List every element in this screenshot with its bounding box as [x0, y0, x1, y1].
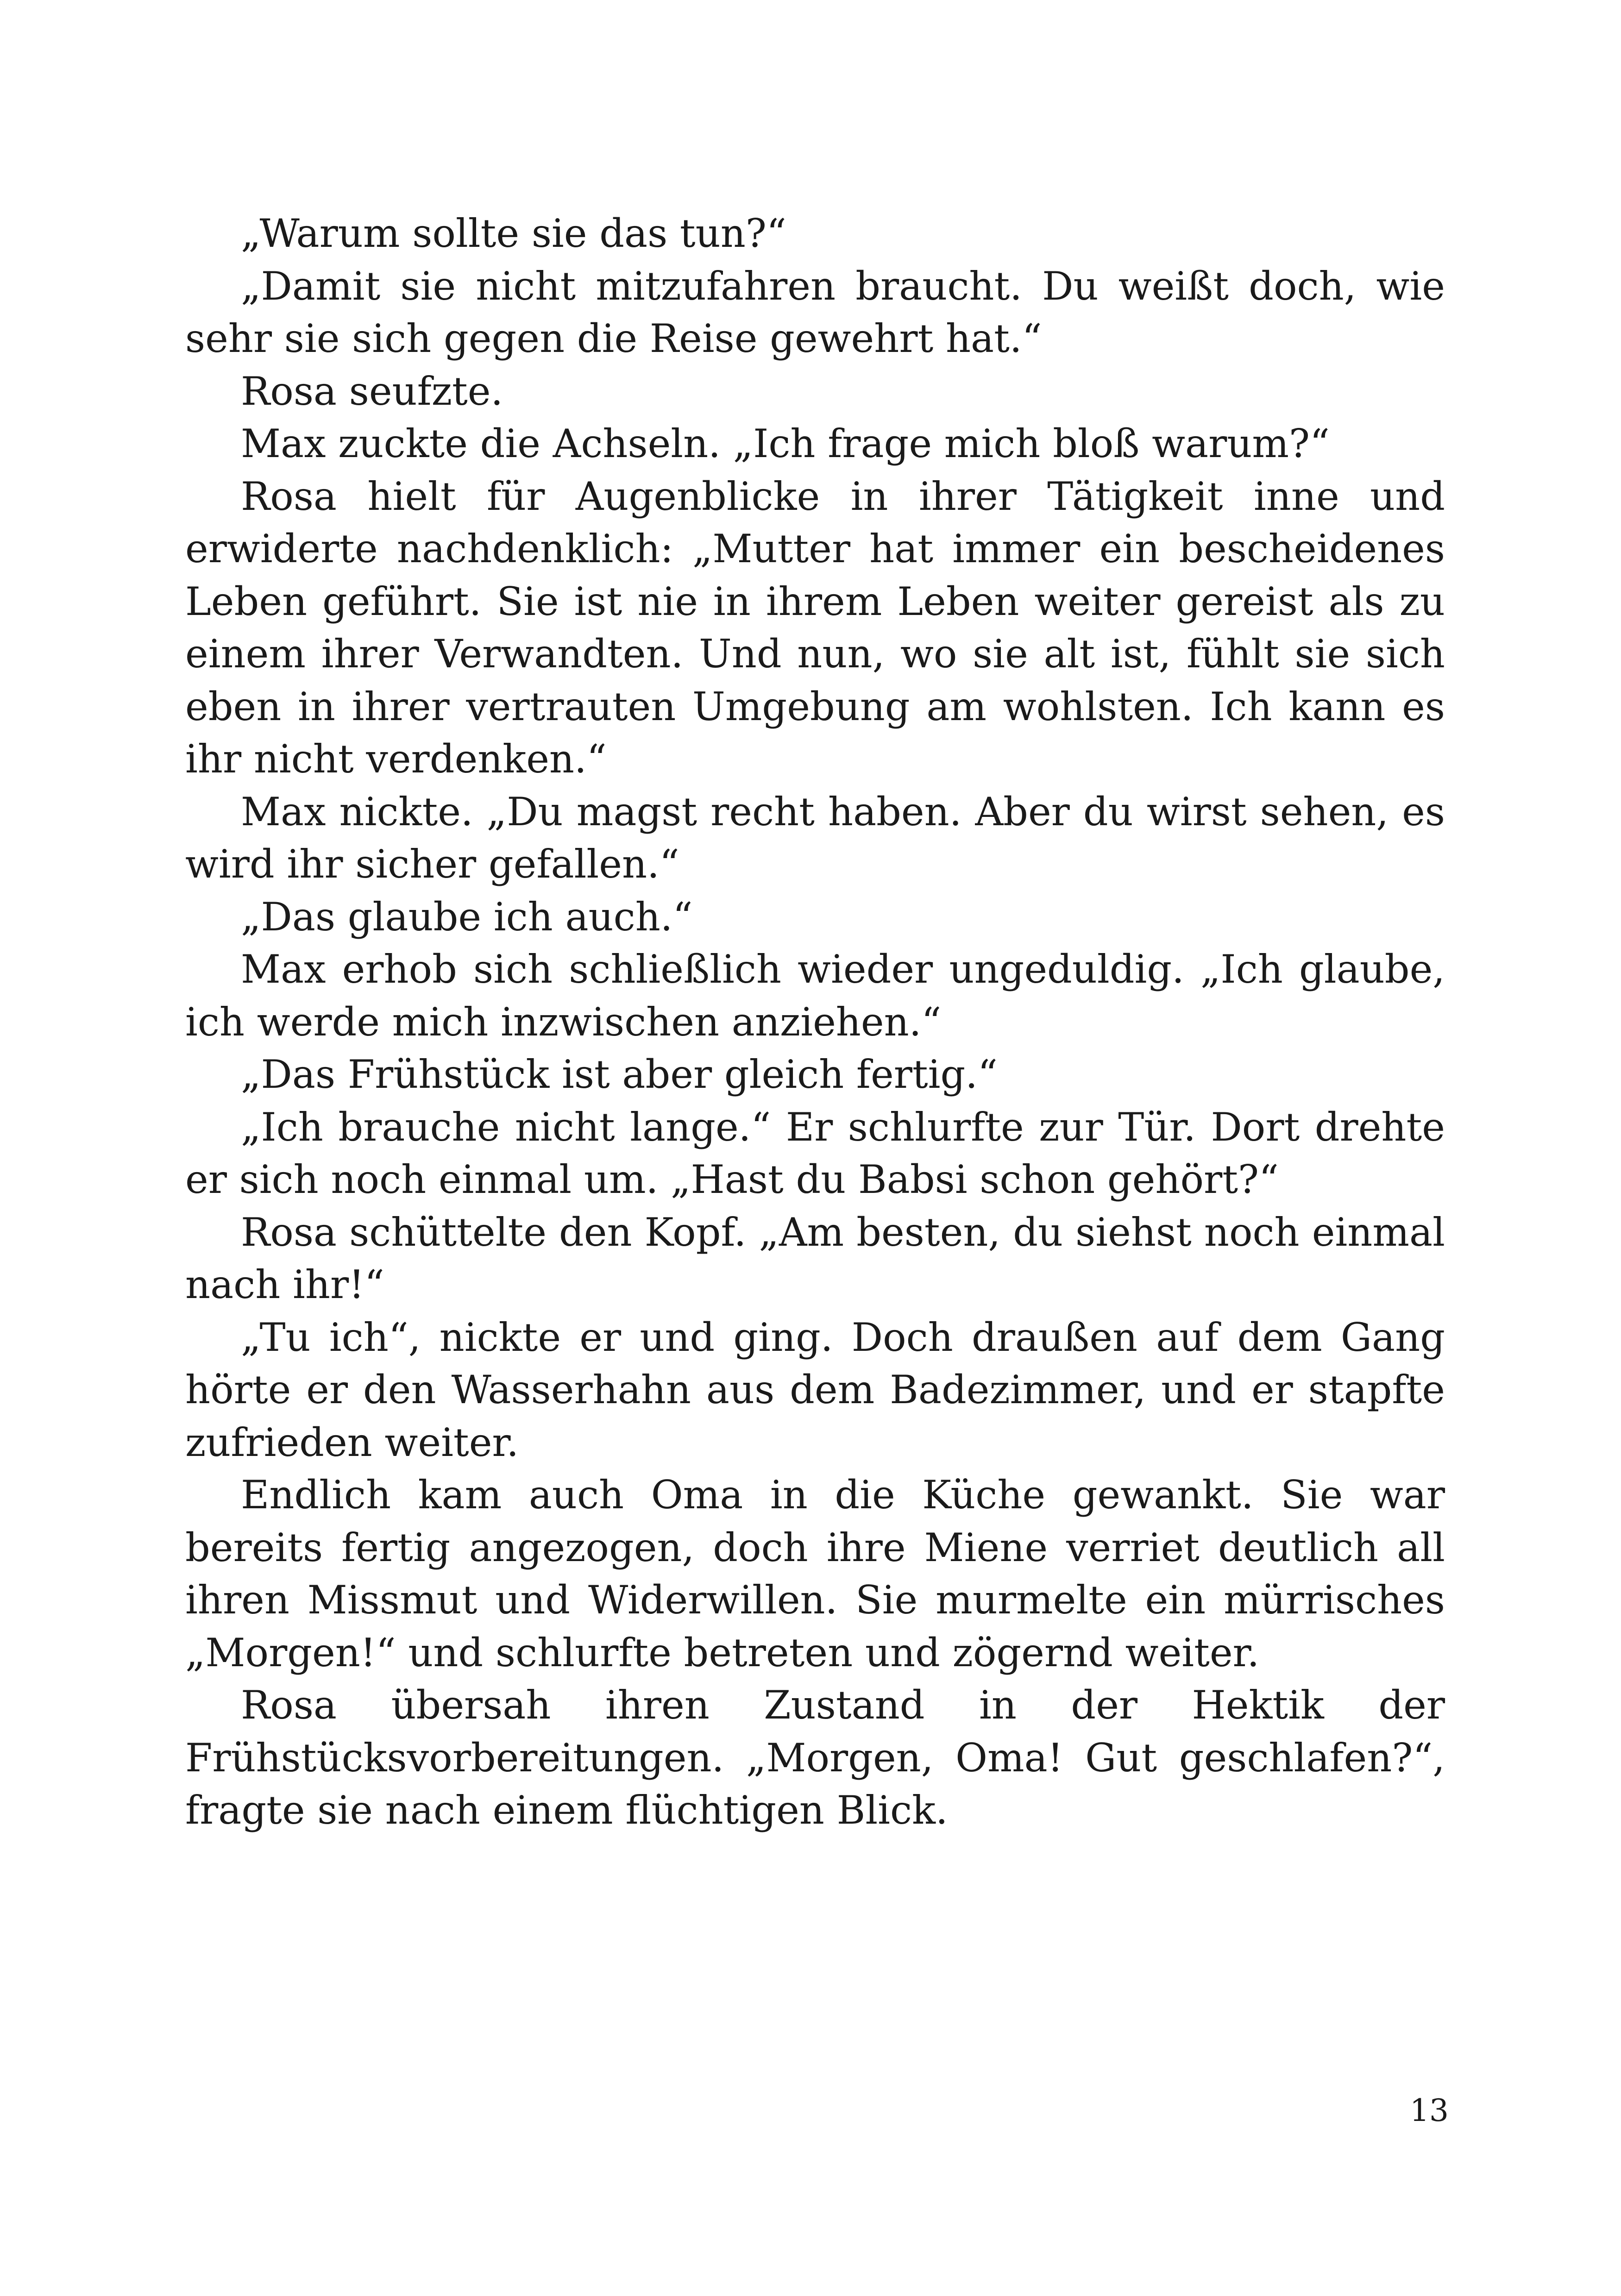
- paragraph-4: Max zuckte die Achseln. „Ich frage mich bloß warum?“: [241, 421, 1330, 466]
- paragraph-13: Endlich kam auch Oma in die Küche gewankt. Sie war bereits fertig angezogen, doch ihre Miene verriet deutlich all ihren Missmut und Widerwillen. Sie murmelte ein mürrisches „Morgen!“ und schlurfte betreten und zögernd weiter.: [185, 1472, 1445, 1675]
- paragraph-3: Rosa seufzte.: [241, 368, 503, 414]
- page-number: 13: [1410, 2093, 1449, 2128]
- body-text: [185, 207, 1445, 1837]
- paragraph-14: Rosa übersah ihren Zustand in der Hektik der Frühstücksvorbereitungen. „Morgen, Oma! Gut geschlafen?“, fragte sie nach einem flüchtigen Blick.: [185, 1682, 1445, 1833]
- paragraph-11: Rosa schüttelte den Kopf. „Am besten, du siehst noch einmal nach ihr!“: [185, 1209, 1445, 1307]
- paragraph-12: „Tu ich“, nickte er und ging. Doch draußen auf dem Gang hörte er den Wasserhahn aus dem Badezimmer, und er stapfte zufrieden weiter.: [185, 1314, 1445, 1465]
- paragraph-2: „Damit sie nicht mitzufahren braucht. Du weißt doch, wie sehr sie sich gegen die Reise gewehrt hat.“: [185, 263, 1445, 361]
- paragraph-8: Max erhob sich schließlich wieder ungeduldig. „Ich glaube, ich werde mich inzwischen anziehen.“: [185, 947, 1445, 1045]
- paragraph-10: „Ich brauche nicht lange.“ Er schlurfte zur Tür. Dort drehte er sich noch einmal um. „Hast du Babsi schon gehört?“: [185, 1104, 1445, 1202]
- paragraph-9: „Das Frühstück ist aber gleich fertig.“: [241, 1052, 998, 1097]
- paragraph-5: Rosa hielt für Augenblicke in ihrer Tätigkeit inne und erwiderte nachdenklich: „Mutter hat immer ein bescheidenes Leben geführt. Sie ist nie in ihrem Leben weiter gereist als zu einem ihrer Verwandten. Und nun, wo sie alt ist, fühlt sie sich eben in ihrer vertrauten Umgebung am wohlsten. Ich kann es ihr nicht verdenken.“: [185, 473, 1445, 782]
- paragraph-7: „Das glaube ich auch.“: [241, 894, 693, 940]
- paragraph-1: „Warum sollte sie das tun?“: [241, 211, 786, 256]
- paragraph-6: Max nickte. „Du magst recht haben. Aber du wirst sehen, es wird ihr sicher gefallen.“: [185, 789, 1445, 887]
